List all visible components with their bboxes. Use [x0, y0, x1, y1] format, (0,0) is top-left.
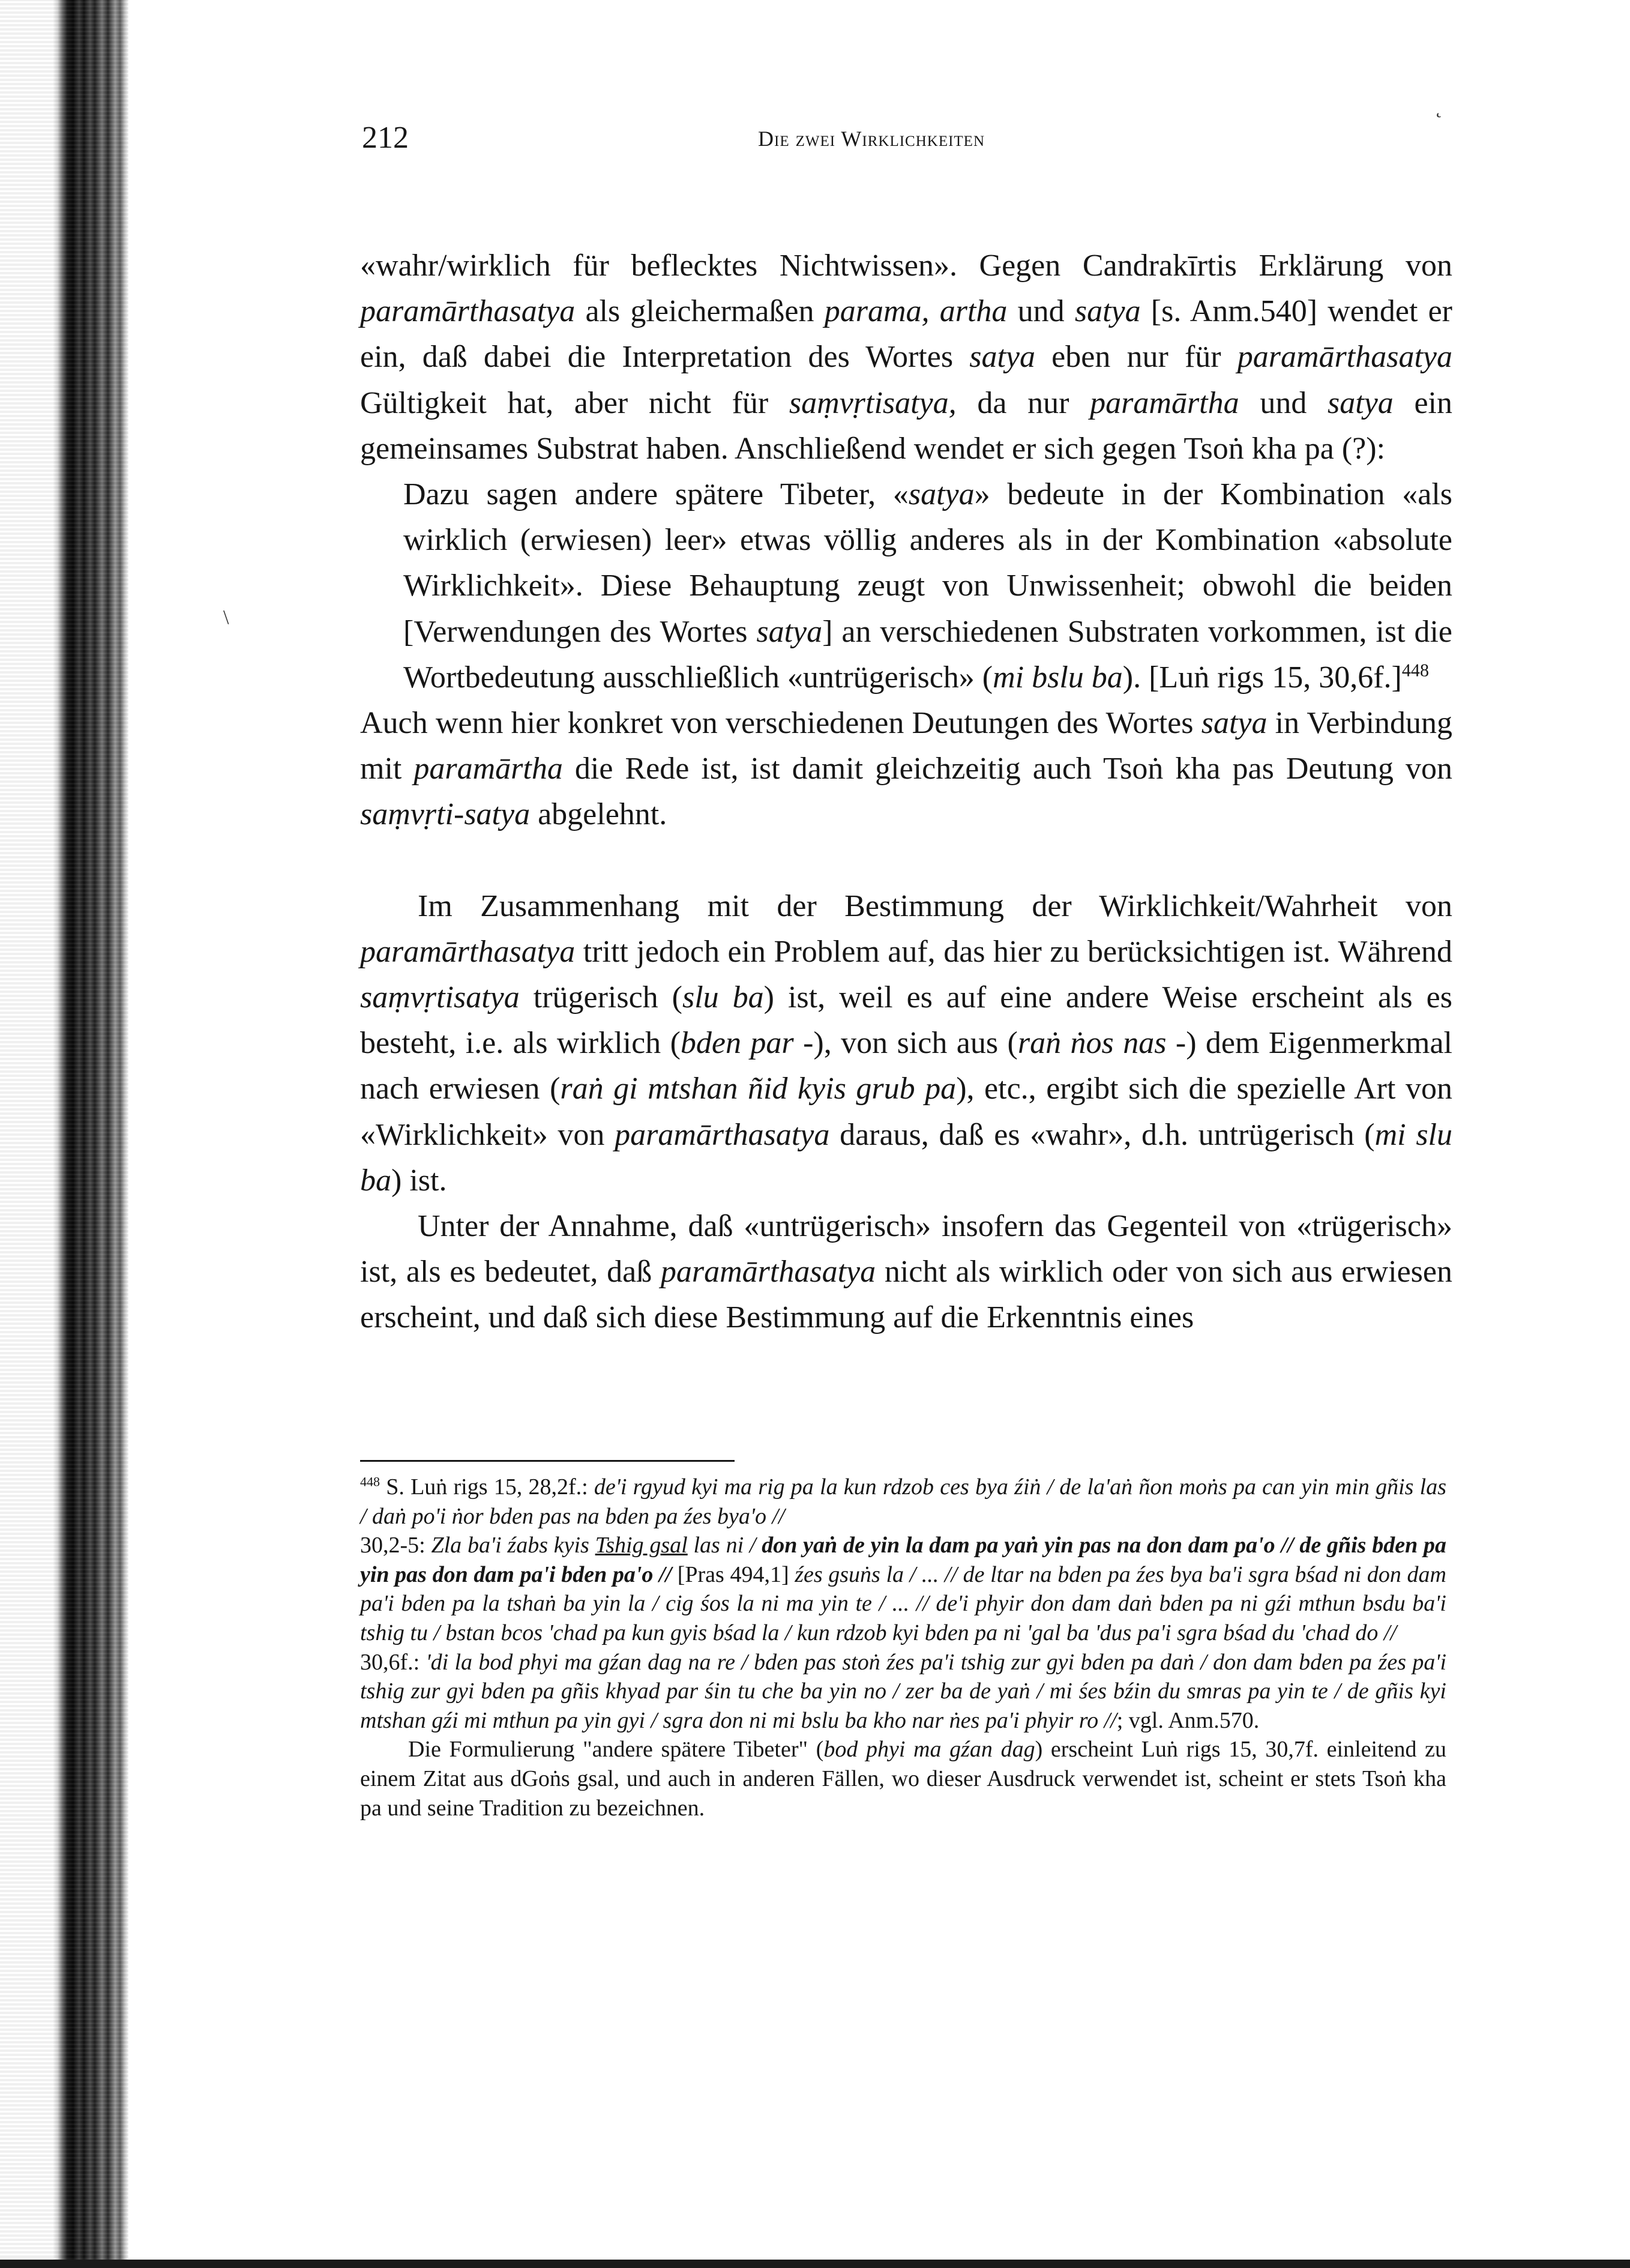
scan-speck: ˛: [1436, 96, 1443, 118]
paragraph-2: Auch wenn hier konkret von verschiedenen Deutungen des Wortes satya in Verbindung mit paramārtha die Rede ist, ist damit gleichzeitig auch Tsoṅ kha pas Deutung von saṃvṛti-satya abgelehnt.: [360, 706, 1453, 832]
footnote-448-line-2: 30,2-5: Zla ba'i źabs kyis Tshig gsal las ni / don yaṅ de yin la dam pa yaṅ yin pas na don dam pa'o // de gñis bden pa yin pas don dam pa'i bden pa'o // [Pras 494,1] źes gsuṅs la / ... // de ltar na bden pa źes bya ba'i sgra bśad ni don dam pa'i bden pa la tshaṅ ba yin la / cig śos la ni ma yin te / ... // de'i phyir don dam daṅ bden pa ni gźi mthun bsdu ba'i tshig tu / bstan bcos 'chad pa kun gyis bśad la / kun rdzob kyi bden pa ni 'gal ba 'dus pa'i sgra bśad du 'chad do //: [360, 1533, 1446, 1645]
footnotes: [360, 1473, 1446, 1823]
block-quote: Dazu sagen andere spätere Tibeter, «satya» bedeute in der Kombination «als wirklich (erwiesen) leer» etwas völlig anderes als in der Kombination «absolute Wirklichkeit». Diese Behauptung zeugt von Unwissenheit; obwohl die beiden [Verwendungen des Wortes satya] an verschiedenen Substraten vorkommen, ist die Wortbedeutung ausschließlich «untrügerisch» (mi bslu ba). [Luṅ rigs 15, 30,6f.]$^{448}$: [403, 477, 1452, 695]
page-bottom-edge: [0, 2260, 1630, 2268]
page-number: 212: [362, 121, 409, 155]
running-header: [362, 120, 1442, 162]
footnote-448-line-4: Die Formulierung "andere spätere Tibeter" (bod phyi ma gźan dag) erscheint Luṅ rigs 15, 30,7f. einleitend zu einem Zitat aus dGoṅs gsal, und auch in anderen Fällen, wo dieser Ausdruck verwendet ist, scheint er stets Tsoṅ kha pa und seine Tradition zu bezeichnen.: [360, 1737, 1447, 1821]
footnote-448-line-3: 30,6f.: 'di la bod phyi ma gźan dag na re / bden pas stoṅ źes pa'i tshig zur gyi bden pa daṅ / don dam bden pa źes pa'i tshig zur gyi bden pa gñis khyad par śin tu che ba yin no / zer ba de yaṅ / mi śes bźin du smras pa yin te / de gñis kyi mtshan gźi mi mthun pa yin gyi / sgra don ni mi bslu ba kho nar ṅes pa'i phyir ro //; vgl. Anm.570.: [360, 1649, 1446, 1733]
footnote-divider: [360, 1460, 735, 1462]
paragraph-4: Unter der Annahme, daß «untrügerisch» insofern das Gegenteil von «trügerisch» ist, als es bedeutet, daß paramārthasatya nicht als wirklich oder von sich aus erwiesen erscheint, und daß sich diese Bestimmung auf die Erkenntnis eines: [360, 1209, 1452, 1335]
running-title: Die zwei Wirklichkeiten: [758, 127, 985, 151]
footnote-448-line-1: $^{448}$ S. Luṅ rigs 15, 28,2f.: de'i rgyud kyi ma rig pa la kun rdzob ces bya źiṅ / de la'aṅ ñon moṅs pa can yin min gñis las / daṅ po'i ṅor bden pas na bden pa źes bya'o //: [360, 1474, 1447, 1529]
footnote-number: 448: [360, 1474, 380, 1489]
main-text: [360, 243, 1452, 1341]
book-gutter-shadow: [0, 0, 128, 2268]
paragraph-3: Im Zusammenhang mit der Bestimmung der Wirklichkeit/Wahrheit von paramārthasatya tritt jedoch ein Problem auf, das hier zu berücksichtigen ist. Während saṃvṛtisatya trügerisch (slu ba) ist, weil es auf eine andere Weise erscheint als es besteht, i.e. als wirklich (bden par -), von sich aus (raṅ ṅos nas -) dem Eigenmerkmal nach erwiesen (raṅ gi mtshan ñid kyis grub pa), etc., ergibt sich die spezielle Art von «Wirklichkeit» von paramārthasatya daraus, daß es «wahr», d.h. untrügerisch (mi slu ba) ist.: [360, 888, 1453, 1198]
footnote-ref-448[interactable]: 448: [1401, 660, 1430, 681]
paragraph-1: «wahr/wirklich für beflecktes Nichtwissen». Gegen Candrakīrtis Erklärung von paramārthasatya als gleichermaßen parama, artha und satya [s. Anm.540] wendet er ein, daß dabei die Interpretation des Wortes satya eben nur für paramārthasatya Gültigkeit hat, aber nicht für saṃvṛtisatya, da nur paramārtha und satya ein gemeinsames Substrat haben. Anschließend wendet er sich gegen Tsoṅ kha pa (?):: [360, 249, 1453, 466]
scan-speck: \: [223, 606, 229, 629]
